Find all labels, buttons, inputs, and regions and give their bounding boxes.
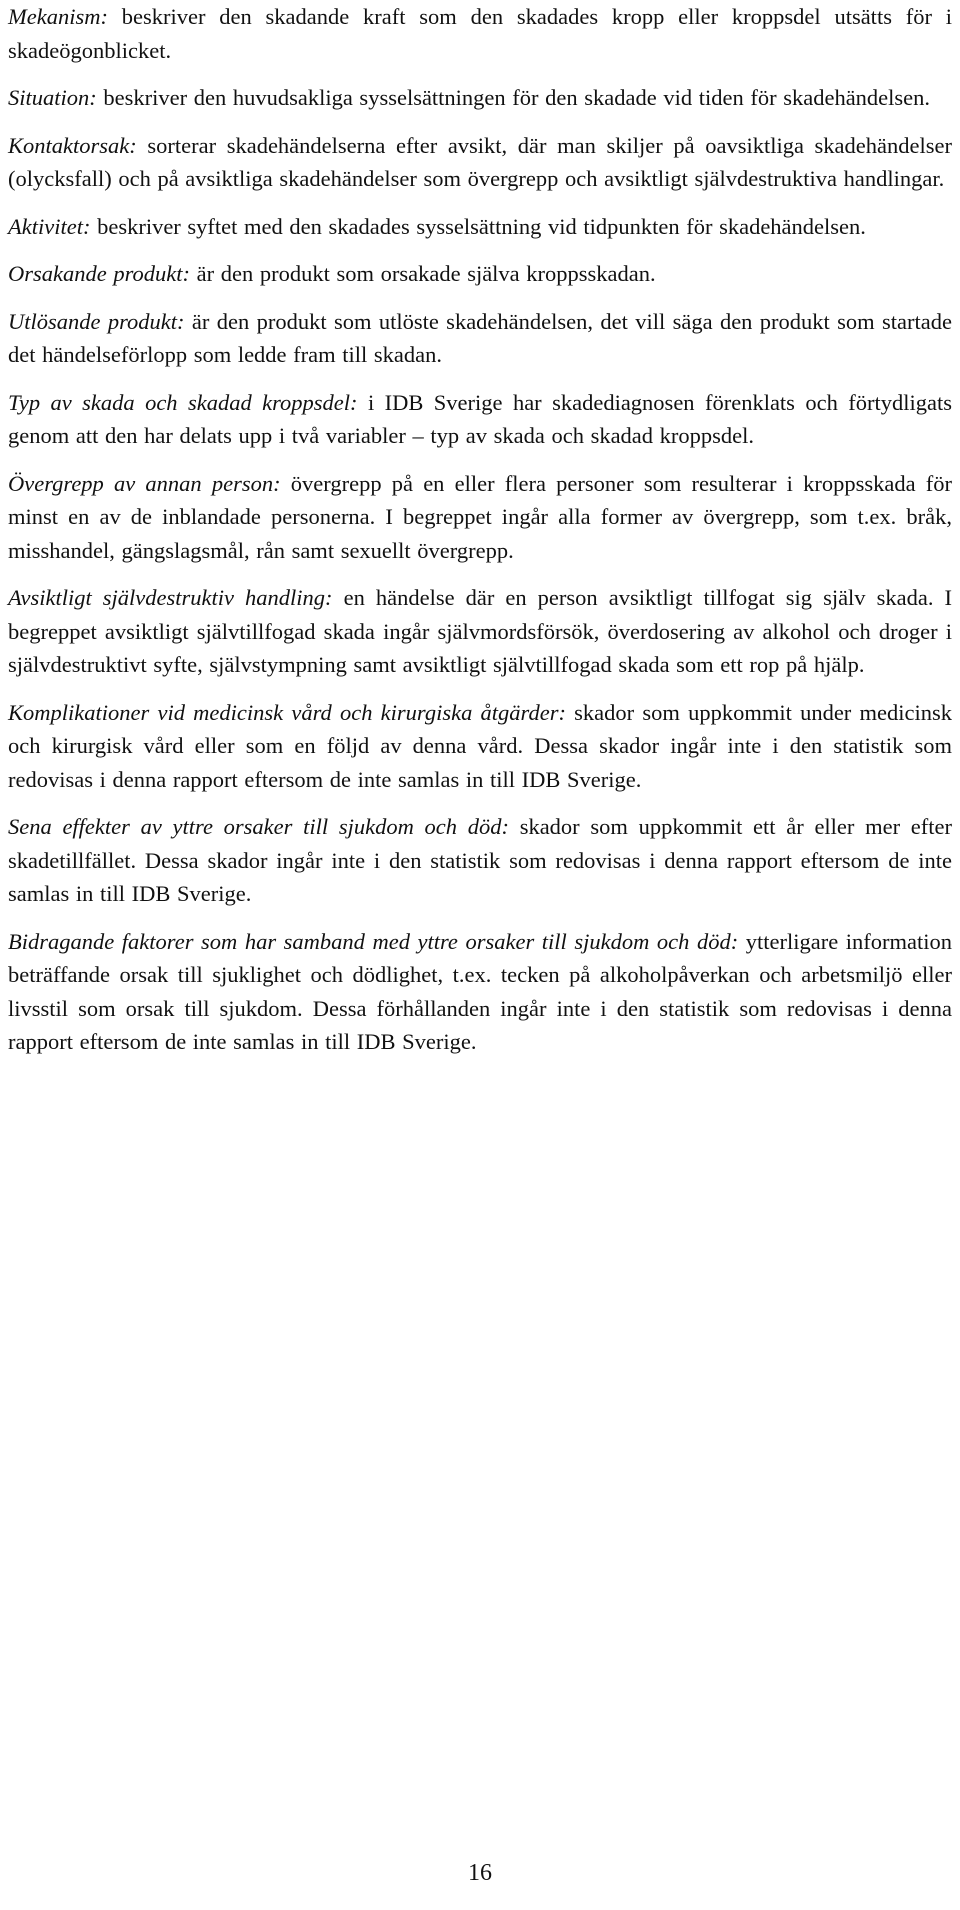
definition-term: Mekanism: xyxy=(8,4,108,29)
definition-situation xyxy=(8,81,952,115)
definition-term: Situation: xyxy=(8,85,97,110)
definition-komplikationer xyxy=(8,696,952,797)
definition-text: beskriver syftet med den skadades sysselsättning vid tidpunkten för skadehändelsen. xyxy=(97,213,866,239)
definition-term: Kontaktorsak: xyxy=(8,132,137,158)
definition-term: Komplikationer vid medicinsk vård och kirurgiska åtgärder: xyxy=(8,699,566,725)
definition-text: skador som uppkommit under medicinsk och kirurgisk vård eller som en följd av denna vård. Dessa skador ingår inte i den statistik som redovisas i denna rapport eftersom de inte samlas in till IDB Sverige. xyxy=(8,699,952,792)
definition-term: Bidragande faktorer som har samband med yttre orsaker till sjukdom och död: xyxy=(8,928,739,954)
definition-mekanism xyxy=(8,0,952,67)
definition-text: skador som uppkommit ett år eller mer efter skadetillfället. Dessa skador ingår inte i den statistik som redovisas i denna rapport eftersom de inte samlas in till IDB Sverige. xyxy=(8,814,953,906)
definitions-list xyxy=(8,0,952,1059)
definition-sena-effekter xyxy=(8,810,952,911)
definition-term: Övergrepp av annan person: xyxy=(8,470,281,496)
definition-text: en händelse där en person avsiktligt tillfogat sig själv skada. I begreppet avsiktligt självtillfogad skada ingår självmordsförsök, överdosering av alkohol och droger i självdestruktivt syfte, självstympning samt avsiktligt självtillfogad skada som ett rop på hjälp. xyxy=(8,585,952,677)
definition-aktivitet xyxy=(8,210,952,244)
definition-text: är den produkt som utlöste skadehändelsen, det vill säga den produkt som startade det händelseförlopp som ledde fram till skadan. xyxy=(8,308,952,367)
definition-term: Avsiktligt självdestruktiv handling: xyxy=(8,585,333,610)
definition-typ-av-skada xyxy=(8,386,952,453)
definition-utlosande-produkt xyxy=(8,305,952,372)
definition-bidragande-faktorer xyxy=(8,925,952,1059)
definition-text: beskriver den huvudsakliga sysselsättningen för den skadade vid tiden för skadehändelsen. xyxy=(103,85,931,110)
definition-text: övergrepp på en eller flera personer som resulterar i kroppsskada för minst en av de inblandade personerna. I begreppet ingår alla former av övergrepp, som t.ex. bråk, misshandel, gängslagsmål, rån samt sexuellt övergrepp. xyxy=(8,470,952,563)
definition-text: beskriver den skadande kraft som den skadades kropp eller kroppsdel utsätts för i skadeögonblicket. xyxy=(8,4,953,63)
definition-text: i IDB Sverige har skadediagnosen förenklats och förtydligats genom att den har delats upp i två variabler – typ av skada och skadad kroppsdel. xyxy=(8,389,952,448)
page-number: 16 xyxy=(468,1860,492,1886)
definition-orsakande-produkt xyxy=(8,257,952,291)
definition-term: Sena effekter av yttre orsaker till sjukdom och död: xyxy=(8,814,509,839)
definition-term: Typ av skada och skadad kroppsdel: xyxy=(8,389,358,415)
definition-term: Orsakande produkt: xyxy=(8,261,191,286)
definition-kontaktorsak xyxy=(8,129,952,196)
definition-sjalvdestruktiv-handling xyxy=(8,581,952,682)
definition-text: ytterligare information beträffande orsak till sjuklighet och dödlighet, t.ex. tecken på alkoholpåverkan och arbetsmiljö eller livsstil som orsak till sjukdom. Dessa förhållanden ingår inte i den statistik som redovisas i denna rapport eftersom de inte samlas in till IDB Sverige. xyxy=(8,928,952,1054)
definition-overgrepp xyxy=(8,467,952,568)
definition-term: Aktivitet: xyxy=(8,213,91,239)
definition-text: är den produkt som orsakade själva kroppsskadan. xyxy=(196,261,656,286)
definition-text: sorterar skadehändelserna efter avsikt, där man skiljer på oavsiktliga skadehändelser (olycksfall) och på avsiktliga skadehändelser som övergrepp och avsiktligt självdestruktiva handlingar. xyxy=(8,132,952,191)
definition-term: Utlösande produkt: xyxy=(8,308,185,334)
document-page xyxy=(8,0,952,1910)
